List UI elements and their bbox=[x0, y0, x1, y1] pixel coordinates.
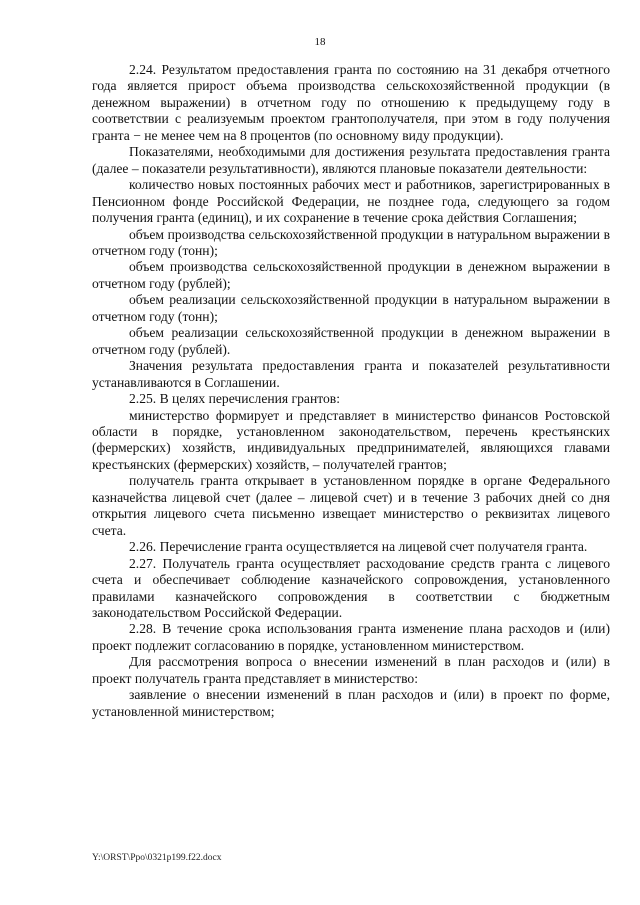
footer-file-path: Y:\ORST\Ppo\0321p199.f22.docx bbox=[92, 853, 222, 863]
paragraph-indicator-production-money: объем производства сельскохозяйственной продукции в денежном выражении в отчетном году (рублей); bbox=[92, 259, 610, 291]
paragraph-recipient-account: получатель гранта открывает в установленном порядке в органе Федерального казначейства лицевой счет (далее – лицевой счет) и в течение 3 рабочих дней со дня открытия лицевого счета письменно извещает министерство о реквизитах лицевого счета. bbox=[92, 473, 610, 538]
paragraph-indicator-sales-money: объем реализации сельскохозяйственной продукции в денежном выражении в отчетном году (рублей). bbox=[92, 325, 610, 357]
paragraph-indicator-production-natural: объем производства сельскохозяйственной продукции в натуральном выражении в отчетном году (тонн); bbox=[92, 226, 610, 258]
paragraph-2-26: 2.26. Перечисление гранта осуществляется на лицевой счет получателя гранта. bbox=[129, 539, 588, 555]
paragraph-2-27: 2.27. Получатель гранта осуществляет расходование средств гранта с лицевого счета и обеспечивает соблюдение казначейского сопровождения, установленного правилами казначейского сопровождения в соответствии с бюджетным законодательством Российской Федерации. bbox=[92, 555, 610, 620]
page-number: 18 bbox=[314, 36, 326, 48]
paragraph-changes-intro: Для рассмотрения вопроса о внесении изменений в план расходов и (или) в проект получатель гранта представляет в министерство: bbox=[92, 654, 610, 686]
paragraph-indicator-sales-natural: объем реализации сельскохозяйственной продукции в натуральном выражении в отчетном году (тонн); bbox=[92, 292, 610, 324]
document-body bbox=[92, 62, 610, 720]
paragraph-indicators-intro: Показателями, необходимыми для достижения результата предоставления гранта (далее – показатели результативности), являются плановые показатели деятельности: bbox=[92, 144, 610, 176]
paragraph-2-25: 2.25. В целях перечисления грантов: bbox=[129, 391, 340, 407]
paragraph-changes-application: заявление о внесении изменений в план расходов и (или) в проект по форме, установленной министерством; bbox=[92, 687, 610, 719]
paragraph-values-agreement: Значения результата предоставления гранта и показателей результативности устанавливаются в Соглашении. bbox=[92, 358, 610, 390]
paragraph-2-28: 2.28. В течение срока использования гранта изменение плана расходов и (или) проект подлежит согласованию в порядке, установленном министерством. bbox=[92, 621, 610, 653]
paragraph-ministry-list: министерство формирует и представляет в министерство финансов Ростовской области в порядке, установленном законодательством, перечень крестьянских (фермерских) хозяйств, индивидуальных предпринимателей, являющихся главами крестьянских (фермерских) хозяйств, – получателей грантов; bbox=[92, 407, 610, 472]
paragraph-2-24: 2.24. Результатом предоставления гранта по состоянию на 31 декабря отчетного года является прирост объема производства сельскохозяйственной продукции (в денежном выражении) в отчетном году по отношению к предыдущему году в соответствии с реализуемым проектом грантополучателя, при этом в году получения гранта − не менее чем на 8 процентов (по основному виду продукции). bbox=[92, 62, 610, 143]
paragraph-indicator-jobs: количество новых постоянных рабочих мест и работников, зарегистрированных в Пенсионном фонде Российской Федерации, не позднее года, следующего за годом получения гранта (единиц), и их сохранение в течение срока действия Соглашения; bbox=[92, 177, 610, 226]
